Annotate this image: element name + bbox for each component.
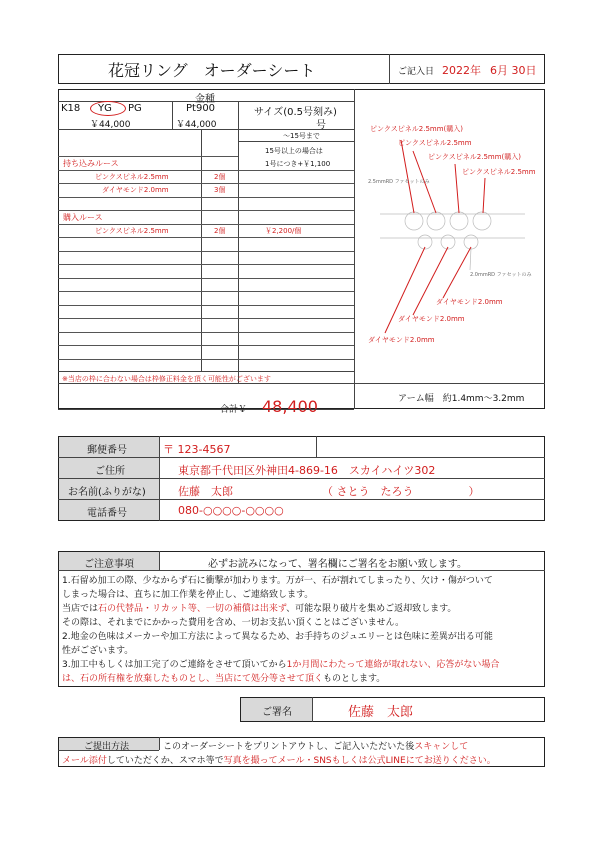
size-note-3: 1号につき+￥1,100 bbox=[265, 160, 331, 168]
table-row-line bbox=[58, 170, 354, 171]
table-row-line bbox=[58, 345, 354, 346]
metal-pg[interactable]: PG bbox=[128, 103, 142, 114]
carry-row-1-qty: 2個 bbox=[214, 173, 226, 181]
table-row-line bbox=[58, 237, 354, 238]
diagram-label-9: ダイヤモンド2.0mm bbox=[368, 336, 435, 344]
table-row-line bbox=[58, 264, 354, 265]
carry-row-1-name: ピンクスピネル2.5mm bbox=[95, 173, 169, 181]
size-note-1: ～15号まで bbox=[283, 132, 320, 140]
submit-l2c: 写真を撮ってメール・SNSもしくは公式LINEにてお送りください。 bbox=[223, 756, 496, 766]
date-year: 2022年 bbox=[442, 64, 481, 77]
diagram-label-3: ピンクスピネル2.5mm(購入) bbox=[428, 153, 522, 161]
date-label: ご記入日 bbox=[398, 67, 435, 77]
size-label: サイズ(0.5号刻み) bbox=[254, 107, 337, 118]
signature-label: ご署名 bbox=[262, 707, 292, 718]
size-unit: 号 bbox=[316, 120, 326, 131]
table-row-line bbox=[58, 278, 354, 279]
diagram-label-5: 2.5mmRD ファセットのみ bbox=[368, 179, 430, 185]
arm-width: アーム幅 約1.4mm～3.2mm bbox=[398, 394, 525, 404]
zip-value[interactable]: 〒 123-4567 bbox=[163, 443, 231, 456]
notice-p2a: 2.地金の色味はメーカーや加工方法によって異なるため、お手持ちのジュエリーとは色味に差異が出る可能 bbox=[62, 632, 493, 642]
submit-l1b: スキャンして bbox=[414, 742, 469, 752]
pt900-price: ￥44,000 bbox=[176, 120, 217, 130]
notice-p1d: その際は、それまでにかかった費用を含め、一切お支払い頂くことはございません。 bbox=[62, 618, 405, 628]
k18-price: ￥44,000 bbox=[90, 120, 131, 130]
date-month-day: 6月 30日 bbox=[490, 64, 537, 77]
table-row-line bbox=[58, 332, 354, 333]
address-label: ご住所 bbox=[95, 466, 125, 477]
table-row-line bbox=[58, 251, 354, 252]
submit-l2a: メール添付 bbox=[62, 756, 107, 766]
furigana-value[interactable]: （ さとう たろう ） bbox=[322, 485, 480, 498]
notice-p3b-a: は、石の所有権を放棄したものとし、当店にて処分等させて頂く bbox=[62, 674, 324, 684]
notice-p3b-b: ものとします。 bbox=[323, 674, 386, 684]
table-row-line bbox=[58, 359, 354, 360]
table-row-line bbox=[58, 305, 354, 306]
zip-label: 郵便番号 bbox=[87, 445, 127, 456]
name-label: お名前(ふりがな) bbox=[68, 487, 146, 498]
notice-p2b: 性がございます。 bbox=[62, 646, 134, 656]
diagram-label-1: ピンクスピネル2.5mm(購入) bbox=[370, 125, 464, 133]
address-value[interactable]: 東京都千代田区外神田4-869-16 スカイハイツ302 bbox=[178, 464, 436, 477]
name-value[interactable]: 佐藤 太郎 bbox=[178, 485, 233, 498]
purchase-row-1-qty: 2個 bbox=[214, 227, 226, 235]
purchase-row-1-name: ピンクスピネル2.5mm bbox=[95, 227, 169, 235]
submit-l2b: していただくか、スマホ等で bbox=[106, 756, 224, 766]
carry-in-label: 持ち込みルース bbox=[63, 159, 119, 168]
table-row-line bbox=[58, 183, 354, 184]
metal-yg[interactable]: YG bbox=[98, 103, 112, 114]
table-row-line bbox=[58, 318, 354, 319]
carry-row-2-name: ダイヤモンド2.0mm bbox=[102, 186, 169, 194]
notice-intro: 必ずお読みになって、署名欄にご署名をお願い致します。 bbox=[208, 559, 467, 570]
metal-pt900[interactable]: Pt900 bbox=[186, 103, 216, 114]
metal-k18: K18 bbox=[61, 103, 81, 114]
diagram-label-8: ダイヤモンド2.0mm bbox=[398, 315, 465, 323]
diagram-label-2: ピンクスピネル2.5mm bbox=[398, 139, 472, 147]
purchase-label: 購入ルース bbox=[63, 213, 103, 222]
total-label: 合計￥ bbox=[220, 405, 248, 415]
table-row-line bbox=[58, 291, 354, 292]
table-row-line bbox=[58, 210, 354, 211]
carry-row-2-qty: 3個 bbox=[214, 186, 226, 194]
notice-p1b: しまった場合は、直ちに加工作業を停止し、ご連絡致します。 bbox=[62, 590, 314, 600]
diagram-label-7: ダイヤモンド2.0mm bbox=[436, 298, 503, 306]
tel-value[interactable]: 080-○○○○-○○○○ bbox=[178, 504, 284, 517]
page-title: 花冠リング オーダーシート bbox=[108, 61, 316, 80]
notice-label: ご注意事項 bbox=[84, 559, 134, 570]
frame-note: ※当店の枠に合わない場合は枠修正料金を頂く可能性がございます bbox=[62, 375, 271, 383]
metal-header: 金種 bbox=[195, 94, 215, 105]
notice-p3a-a: 3.加工中もしくは加工完了のご連絡をさせて頂いてから bbox=[62, 660, 287, 670]
submit-label: ご提出方法 bbox=[84, 742, 130, 752]
total-value: 48,400 bbox=[262, 397, 318, 416]
notice-p1a: 1.石留め加工の際、少なからず石に衝撃が加わります。万が一、石が割れてしまったり、欠け・傷がついて bbox=[62, 576, 493, 586]
notice-p3a-b: 1か月間にわたって連絡が取れない、応答がない場合 bbox=[286, 660, 500, 670]
signature-value[interactable]: 佐藤 太郎 bbox=[348, 705, 414, 720]
table-row-line bbox=[58, 197, 354, 198]
table-row-line bbox=[58, 224, 354, 225]
notice-p1c-b: 石の代替品・リカット等、一切の補償は出来ず bbox=[98, 604, 287, 614]
size-note-2: 15号以上の場合は bbox=[265, 147, 323, 155]
diagram-label-4: ピンクスピネル2.5mm bbox=[462, 168, 536, 176]
diagram-label-6: 2.0mmRD ファセットのみ bbox=[470, 272, 532, 278]
purchase-row-1-price: ￥2,200/個 bbox=[265, 227, 302, 235]
notice-p1c-c: 、可能な限り破片を集めご返却致します。 bbox=[286, 604, 457, 614]
submit-l1a: このオーダーシートをプリントアウトし、ご記入いただいた後 bbox=[163, 742, 415, 752]
table-row-line bbox=[58, 156, 238, 157]
tel-label: 電話番号 bbox=[87, 508, 127, 519]
notice-p1c-a: 当店では bbox=[62, 604, 99, 614]
